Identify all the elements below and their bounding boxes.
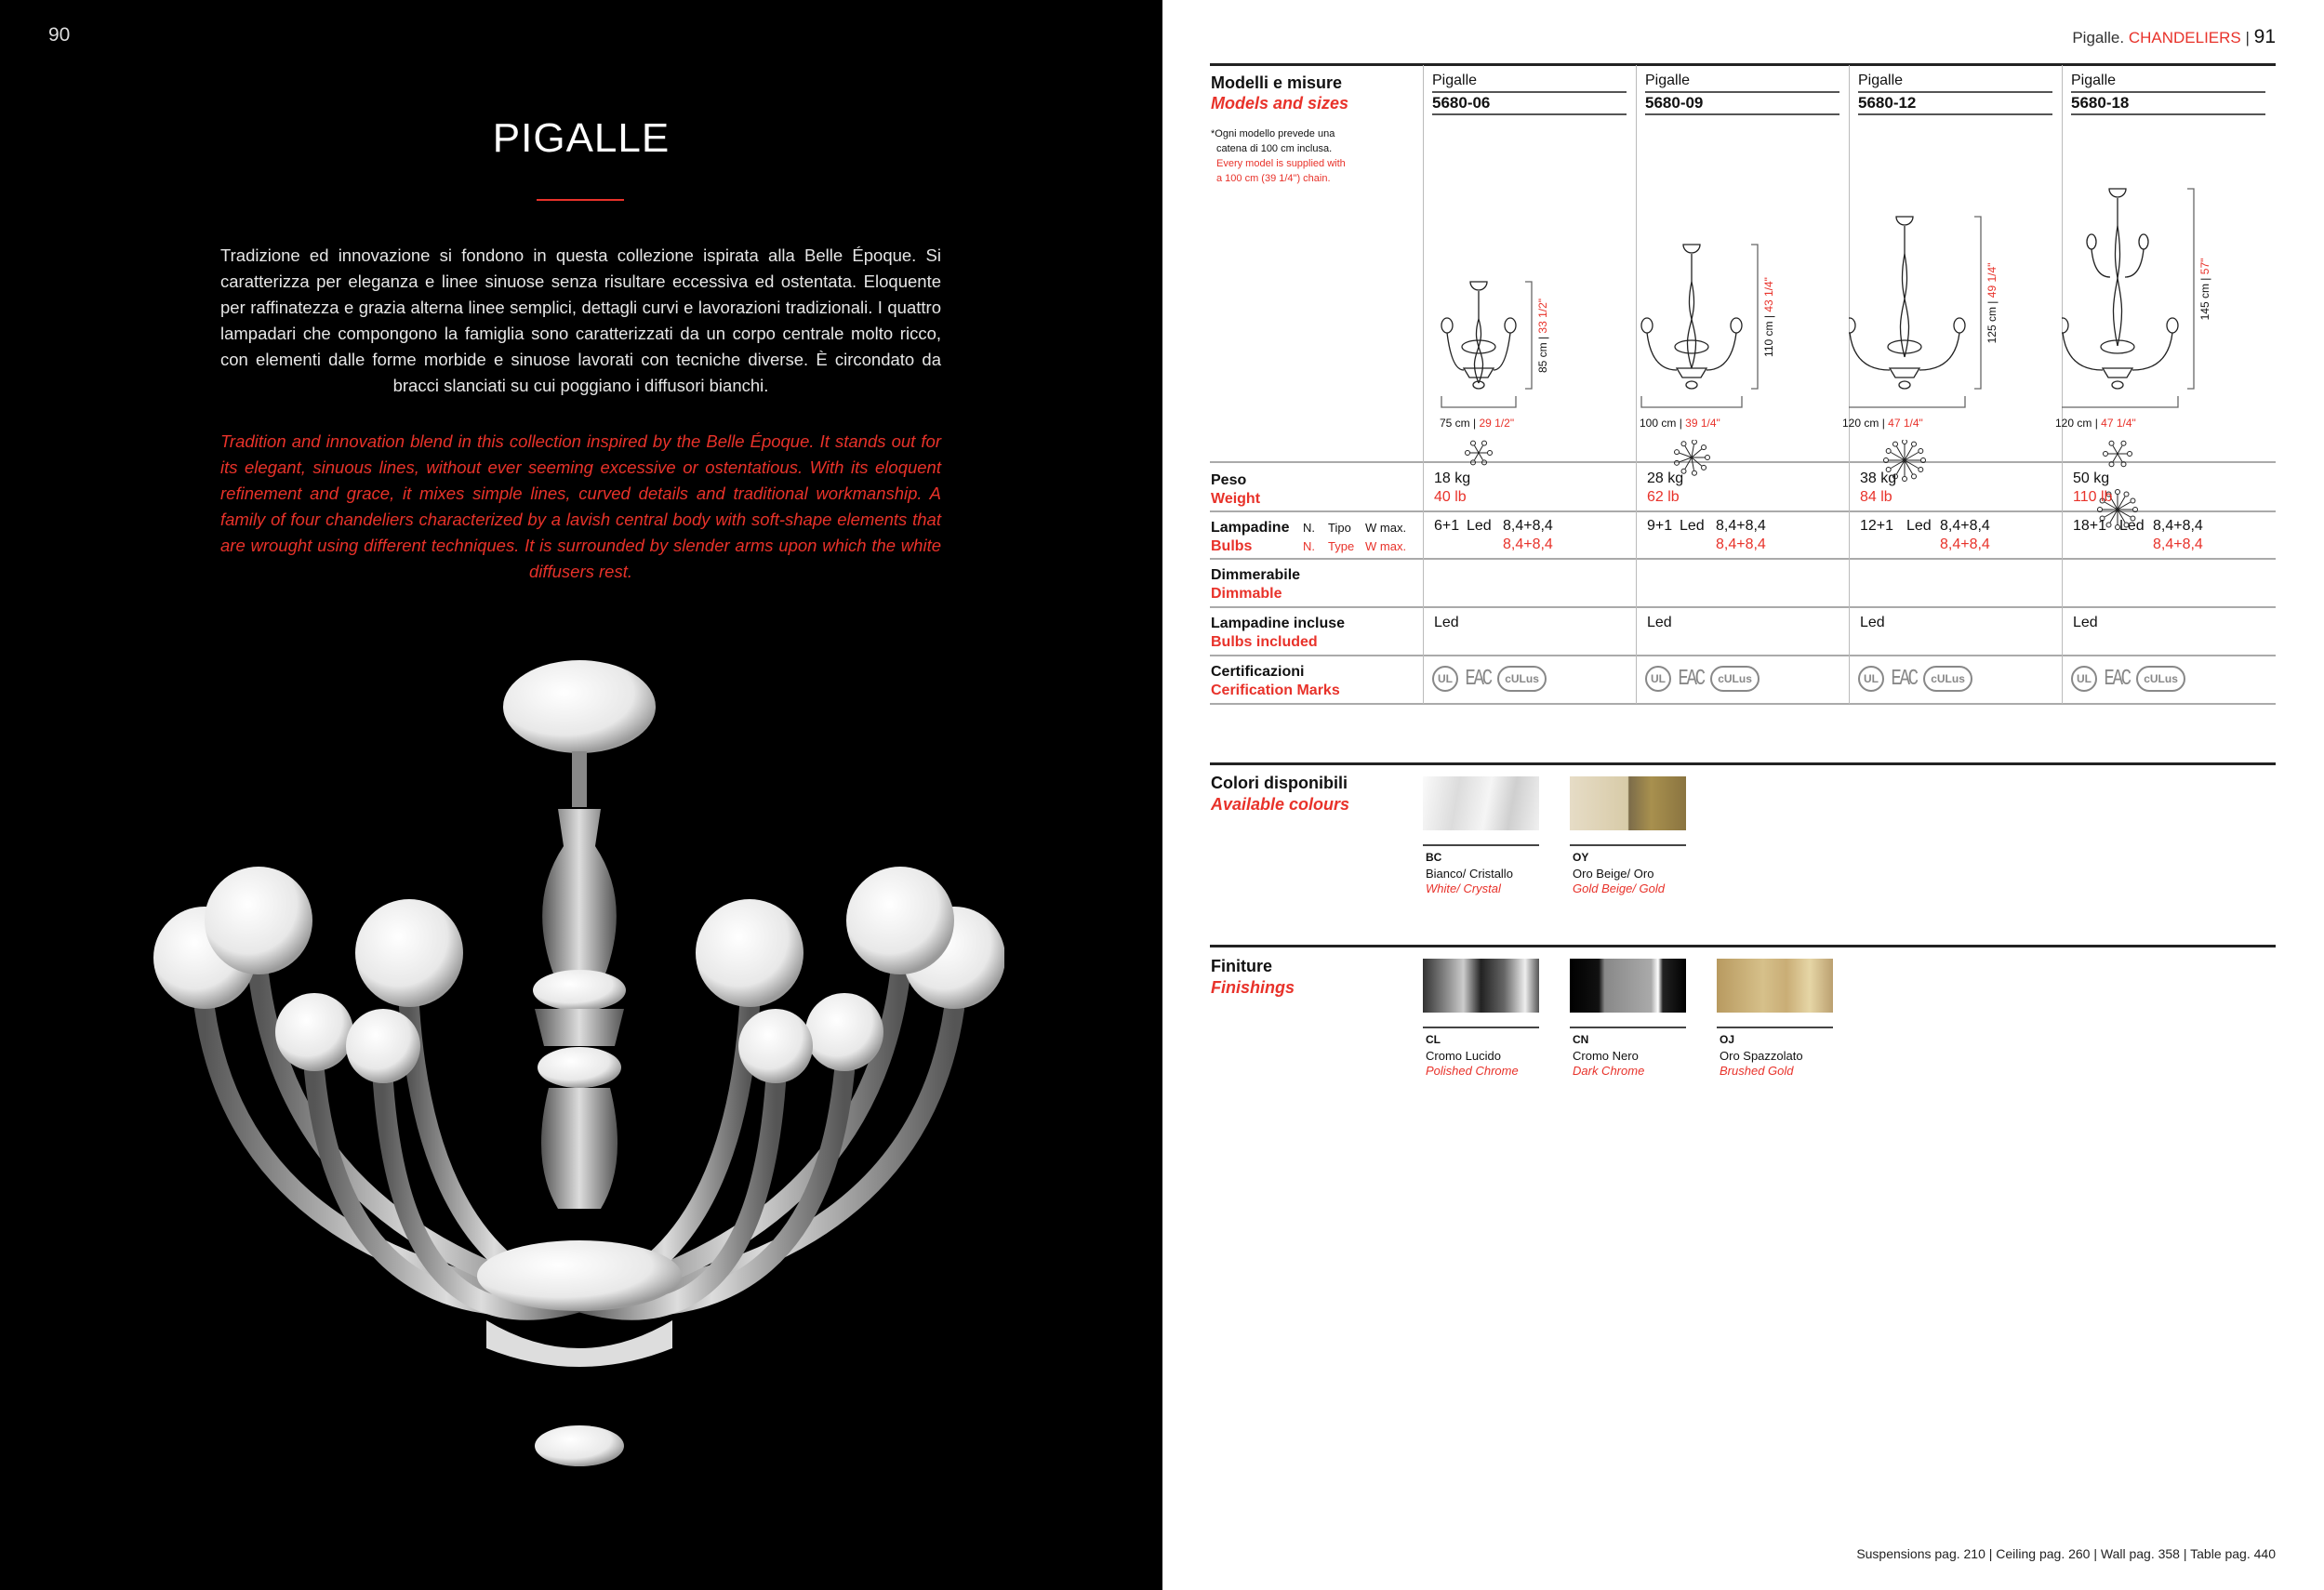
model-code: 5680-12 bbox=[1858, 94, 1917, 112]
colours-label-it: Colori disponibili bbox=[1211, 774, 1348, 792]
height-cm: 85 cm bbox=[1536, 341, 1549, 373]
height-in: 33 1/2" bbox=[1536, 298, 1549, 334]
swatch-name-it: Oro Beige/ Oro bbox=[1573, 867, 1654, 881]
model-code: 5680-18 bbox=[2071, 94, 2130, 112]
bulb-dot bbox=[2109, 462, 2114, 467]
glass-globe bbox=[696, 899, 803, 1007]
name-rule bbox=[2071, 91, 2265, 93]
dimmable-label bbox=[1211, 566, 1300, 603]
chandelier-outline-icon bbox=[2062, 189, 2194, 407]
swatch-rule bbox=[1423, 844, 1539, 846]
ul-mark-icon: UL bbox=[1432, 666, 1458, 692]
description-italian: Tradizione ed innovazione si fondono in questa collezione ispirata alla Belle Époque. Si caratterizza per eleganza e linee sinuose senza risultare eccessiva ed ostentata. Eloquente per raffinatezza e grazia alterna linee semplici, dettagli curvi e lavorazioni tradizionali. I quattro lampadari che compongono la famiglia sono caratterizzati da un corpo centrale molto ricco, con elementi dalle forme morbide e sinuose lavorati con tecniche diverse. È circondato da bracci slanciati su cui poggiano i diffusori bianchi. bbox=[220, 245, 941, 395]
bulbs-wmax-en: 8,4+8,4 bbox=[1940, 537, 1990, 552]
colours-rule bbox=[1210, 762, 2276, 765]
bulb-dot bbox=[1466, 451, 1470, 456]
bulb-dot bbox=[1675, 450, 1680, 455]
bulb-dot bbox=[1884, 458, 1889, 463]
arm-line bbox=[2118, 454, 2122, 462]
finishes-rule bbox=[1210, 945, 2276, 947]
name-rule bbox=[1858, 91, 2052, 93]
culus-mark-icon: cULus bbox=[1710, 666, 1760, 692]
chandelier-photo bbox=[149, 651, 1004, 1488]
swatch-oj bbox=[1717, 959, 1833, 1013]
ul-mark-icon: UL bbox=[2071, 666, 2097, 692]
bulb-dot bbox=[1912, 474, 1917, 479]
glass-globe bbox=[846, 867, 954, 974]
weight-label-en: Weight bbox=[1211, 491, 1261, 507]
height-cm: 145 cm bbox=[2198, 283, 2211, 320]
bulb-dot bbox=[1692, 440, 1696, 444]
height-dimension: 85 cm | 33 1/2" bbox=[1536, 298, 1549, 373]
arm-line bbox=[2113, 454, 2118, 462]
header-category: CHANDELIERS bbox=[2128, 29, 2241, 46]
weight-lb: 62 lb bbox=[1647, 489, 1680, 505]
bulbs-wmax: 8,4+8,4 bbox=[1503, 518, 1553, 534]
bulb-dot bbox=[1702, 465, 1706, 470]
bulb-dot bbox=[1482, 460, 1487, 465]
chandelier-outline-icon bbox=[1849, 217, 1981, 407]
swatch-name-en: Polished Chrome bbox=[1426, 1064, 1519, 1078]
bulb-dot bbox=[2121, 462, 2126, 467]
width-in: 39 1/4" bbox=[1685, 417, 1720, 430]
ul-mark-icon: UL bbox=[1645, 666, 1671, 692]
bulb-dot bbox=[1919, 468, 1923, 472]
page-header bbox=[2072, 26, 2276, 48]
certification-marks bbox=[1645, 666, 1760, 692]
arm-line bbox=[1479, 445, 1483, 453]
code-rule bbox=[2071, 113, 2265, 115]
chandelier-outline-icon bbox=[1641, 245, 1758, 407]
swatch-cl bbox=[1423, 959, 1539, 1013]
bulbs-wmax: 8,4+8,4 bbox=[1940, 518, 1990, 534]
glass-globe bbox=[355, 899, 463, 1007]
model-name: Pigalle bbox=[1432, 73, 1478, 88]
bulb-dot bbox=[1692, 470, 1696, 475]
bulbs-wmax-en: 8,4+8,4 bbox=[1503, 537, 1553, 552]
bulbs-label bbox=[1211, 519, 1407, 556]
bulb-dot bbox=[1675, 460, 1680, 465]
name-rule bbox=[1645, 91, 1839, 93]
header-separator: | bbox=[2245, 29, 2250, 46]
bulbs-wmax-en: 8,4+8,4 bbox=[1716, 537, 1766, 552]
page-references: Suspensions pag. 210 | Ceiling pag. 260 | Wall pag. 358 | Table pag. 440 bbox=[1856, 1546, 2276, 1561]
bulb-dot bbox=[2121, 441, 2126, 445]
finishes-label-en: Finishings bbox=[1211, 978, 1295, 997]
collection-title: PIGALLE bbox=[492, 115, 671, 161]
swatch-rule bbox=[1423, 1027, 1539, 1028]
finishes-label-it: Finiture bbox=[1211, 957, 1272, 975]
swatch-name bbox=[1573, 1049, 1644, 1079]
bulbs-wmax: 8,4+8,4 bbox=[2153, 518, 2203, 534]
header-collection: Pigalle. bbox=[2072, 29, 2125, 46]
bulbs-included: Led bbox=[1434, 615, 1459, 630]
swatch-code: BC bbox=[1426, 851, 1442, 864]
eac-mark-icon: EAC bbox=[1891, 666, 1917, 692]
bulbs-count: 12+1 bbox=[1860, 518, 1894, 534]
models-label-en: Models and sizes bbox=[1211, 94, 1349, 113]
bulb-dot bbox=[1706, 456, 1710, 460]
cert-label-en: Cerification Marks bbox=[1211, 682, 1340, 698]
bulb-dot bbox=[2131, 498, 2135, 503]
cert-label bbox=[1211, 663, 1340, 700]
wmax-label-en: W max. bbox=[1365, 539, 1407, 553]
eac-mark-icon: EAC bbox=[2104, 666, 2130, 692]
swatch-rule bbox=[1570, 844, 1686, 846]
culus-mark-icon: cULus bbox=[1923, 666, 1972, 692]
bulb-dot bbox=[1903, 477, 1907, 482]
swatch-cn bbox=[1570, 959, 1686, 1013]
swatch-rule bbox=[1717, 1027, 1833, 1028]
finishes-label bbox=[1211, 956, 1295, 999]
bulbs-type: Led bbox=[2119, 518, 2145, 534]
swatch-rule bbox=[1570, 1027, 1686, 1028]
bulbs-included: Led bbox=[1860, 615, 1885, 630]
note-en-1: Every model is supplied with bbox=[1216, 158, 1346, 169]
height-in: 43 1/4" bbox=[1762, 276, 1775, 312]
swatch-code: CL bbox=[1426, 1033, 1441, 1046]
note-it-1: *Ogni modello prevede una bbox=[1211, 128, 1335, 139]
glass-globe bbox=[805, 993, 883, 1071]
model-column bbox=[1842, 63, 2062, 705]
bulb-dot bbox=[2106, 523, 2111, 527]
arm-line bbox=[1479, 453, 1483, 460]
bulbs-included: Led bbox=[2073, 615, 2098, 630]
swatch-name bbox=[1720, 1049, 1803, 1079]
swatch-code: CN bbox=[1573, 1033, 1589, 1046]
height-cm: 110 cm bbox=[1762, 320, 1775, 357]
swatch-name bbox=[1426, 867, 1513, 896]
height-in: 57" bbox=[2198, 258, 2211, 274]
height-dimension: 110 cm | 43 1/4" bbox=[1762, 276, 1775, 357]
certification-marks bbox=[1432, 666, 1547, 692]
height-in: 49 1/4" bbox=[1985, 262, 1999, 298]
bulb-dot bbox=[1912, 442, 1917, 446]
swatch-bc bbox=[1423, 776, 1539, 830]
arm-line bbox=[1475, 445, 1480, 453]
n-label-en: N. bbox=[1303, 539, 1315, 553]
swatch-name-it: Bianco/ Cristallo bbox=[1426, 867, 1513, 881]
model-name: Pigalle bbox=[1858, 73, 1904, 88]
bulbs-included: Led bbox=[1647, 615, 1672, 630]
included-label-it: Lampadine incluse bbox=[1211, 616, 1346, 631]
weight-lb: 84 lb bbox=[1860, 489, 1892, 505]
bulb-dot bbox=[1681, 442, 1686, 446]
swatch-name-en: White/ Crystal bbox=[1426, 881, 1501, 895]
weight-kg: 38 kg bbox=[1860, 470, 1897, 486]
swatch-name-it: Cromo Nero bbox=[1573, 1049, 1639, 1063]
bulbs-label-it: Lampadine bbox=[1211, 520, 1290, 536]
arm-line bbox=[2118, 445, 2122, 454]
weight-lb: 40 lb bbox=[1434, 489, 1467, 505]
code-rule bbox=[1858, 113, 2052, 115]
cert-label-it: Certificazioni bbox=[1211, 664, 1305, 680]
culus-mark-icon: cULus bbox=[1497, 666, 1547, 692]
swatch-code: OJ bbox=[1720, 1033, 1735, 1046]
swatch-name-en: Gold Beige/ Gold bbox=[1573, 881, 1666, 895]
model-column bbox=[1636, 63, 1849, 705]
bulbs-type: Led bbox=[1680, 518, 1705, 534]
weight-label-it: Peso bbox=[1211, 472, 1247, 488]
width-cm: 75 cm bbox=[1440, 417, 1470, 430]
weight-kg: 28 kg bbox=[1647, 470, 1684, 486]
width-in: 29 1/2" bbox=[1479, 417, 1515, 430]
model-column bbox=[2055, 63, 2275, 705]
note-it-2: catena di 100 cm inclusa. bbox=[1216, 143, 1333, 154]
width-cm: 120 cm bbox=[1842, 417, 1879, 430]
weight-kg: 50 kg bbox=[2073, 470, 2110, 486]
included-label-en: Bulbs included bbox=[1211, 634, 1318, 650]
width-cm: 120 cm bbox=[2055, 417, 2092, 430]
description-english: Tradition and innovation blend in this collection inspired by the Belle Époque. It stands out for its elegant, sinuous lines, without ever seeming excessive or ostentatious. With its eloquent refinement and grace, it mixes simple lines, curved details and traditional workmanship. A family of four chandeliers characterized by a lavish central body with soft-shape elements that are wrought using different techniques. It is surrounded by slender arms upon which the white diffusers rest. bbox=[220, 431, 941, 581]
model-code: 5680-06 bbox=[1432, 94, 1491, 112]
bulbs-wmax: 8,4+8,4 bbox=[1716, 518, 1766, 534]
bulb-dot bbox=[2098, 508, 2103, 512]
n-label: N. bbox=[1303, 521, 1315, 535]
bulb-dot bbox=[2104, 452, 2108, 457]
weight-kg: 18 kg bbox=[1434, 470, 1471, 486]
swatch-oy bbox=[1570, 776, 1686, 830]
bulb-dot bbox=[2116, 490, 2120, 495]
swatch-name-it: Oro Spazzolato bbox=[1720, 1049, 1803, 1063]
models-label-it: Modelli e misure bbox=[1211, 73, 1343, 92]
bulb-dot bbox=[2133, 508, 2138, 512]
model-name: Pigalle bbox=[1645, 73, 1691, 88]
dimmable-label-it: Dimmerabile bbox=[1211, 567, 1301, 583]
eac-mark-icon: EAC bbox=[1678, 666, 1704, 692]
glass-globe bbox=[346, 1009, 420, 1083]
type-label: Tipo bbox=[1328, 521, 1351, 535]
code-rule bbox=[1645, 113, 1839, 115]
bulb-dot bbox=[2128, 452, 2132, 457]
culus-mark-icon: cULus bbox=[2136, 666, 2185, 692]
bulb-dot bbox=[1893, 442, 1898, 446]
bulb-dot bbox=[1921, 458, 1926, 463]
bulb-dot bbox=[1886, 449, 1891, 454]
dimmable-label-en: Dimmable bbox=[1211, 586, 1282, 602]
certification-marks bbox=[2071, 666, 2185, 692]
bulbs-count: 18+1 bbox=[2073, 518, 2107, 534]
model-column bbox=[1423, 63, 1636, 705]
swatch-name-it: Cromo Lucido bbox=[1426, 1049, 1501, 1063]
type-label-en: Type bbox=[1328, 539, 1355, 553]
colours-label bbox=[1211, 773, 1349, 815]
glass-globe bbox=[205, 867, 312, 974]
bulbs-type: Led bbox=[1906, 518, 1932, 534]
swatch-name-en: Brushed Gold bbox=[1720, 1064, 1794, 1078]
chain-note bbox=[1211, 126, 1378, 186]
included-label bbox=[1211, 615, 1345, 652]
width-in: 47 1/4" bbox=[1888, 417, 1923, 430]
chandelier-outline-icon bbox=[1441, 282, 1532, 407]
page-number: 90 bbox=[48, 24, 71, 46]
page-number: 91 bbox=[2253, 26, 2276, 47]
title-divider bbox=[537, 199, 624, 201]
bulb-dot bbox=[1919, 449, 1923, 454]
swatch-name-en: Dark Chrome bbox=[1573, 1064, 1645, 1078]
bulb-dot bbox=[1903, 440, 1907, 444]
bulb-dot bbox=[1471, 460, 1476, 465]
width-in: 47 1/4" bbox=[2101, 417, 2136, 430]
bulbs-wmax-en: 8,4+8,4 bbox=[2153, 537, 2203, 552]
bulbs-count: 9+1 bbox=[1647, 518, 1673, 534]
height-dimension: 125 cm | 49 1/4" bbox=[1985, 262, 1999, 343]
width-dimension: 120 cm | 47 1/4" bbox=[2055, 417, 2136, 430]
weight-label bbox=[1211, 471, 1260, 509]
model-name: Pigalle bbox=[2071, 73, 2117, 88]
swatch-name bbox=[1573, 867, 1665, 896]
bulb-dot bbox=[1471, 441, 1476, 445]
bulb-dot bbox=[2124, 492, 2129, 497]
model-code: 5680-09 bbox=[1645, 94, 1704, 112]
certification-marks bbox=[1858, 666, 1972, 692]
name-rule bbox=[1432, 91, 1627, 93]
bulb-dot bbox=[1482, 441, 1487, 445]
height-cm: 125 cm bbox=[1985, 306, 1999, 343]
weight-lb: 110 lb bbox=[2073, 489, 2113, 505]
bulb-dot bbox=[1702, 445, 1706, 450]
swatch-code: OY bbox=[1573, 851, 1589, 864]
models-label bbox=[1211, 73, 1348, 113]
eac-mark-icon: EAC bbox=[1465, 666, 1491, 692]
glass-globe bbox=[275, 993, 353, 1071]
arm-line bbox=[1475, 453, 1480, 460]
colours-label-en: Available colours bbox=[1211, 795, 1350, 814]
code-rule bbox=[1432, 113, 1627, 115]
bulbs-count: 6+1 bbox=[1434, 518, 1460, 534]
width-cm: 100 cm bbox=[1640, 417, 1677, 430]
swatch-name bbox=[1426, 1049, 1519, 1079]
bulb-dot bbox=[2109, 441, 2114, 445]
glass-globe bbox=[738, 1009, 813, 1083]
bulbs-label-en: Bulbs bbox=[1211, 538, 1253, 554]
ul-mark-icon: UL bbox=[1858, 666, 1884, 692]
wmax-label: W max. bbox=[1365, 521, 1407, 535]
width-dimension: 75 cm | 29 1/2" bbox=[1440, 417, 1515, 430]
width-dimension: 120 cm | 47 1/4" bbox=[1842, 417, 1923, 430]
bulbs-type: Led bbox=[1467, 518, 1492, 534]
arm-line bbox=[2113, 445, 2118, 454]
bulb-dot bbox=[1488, 451, 1493, 456]
width-dimension: 100 cm | 39 1/4" bbox=[1640, 417, 1720, 430]
height-dimension: 145 cm | 57" bbox=[2198, 258, 2211, 320]
note-en-2: a 100 cm (39 1/4") chain. bbox=[1216, 173, 1331, 184]
